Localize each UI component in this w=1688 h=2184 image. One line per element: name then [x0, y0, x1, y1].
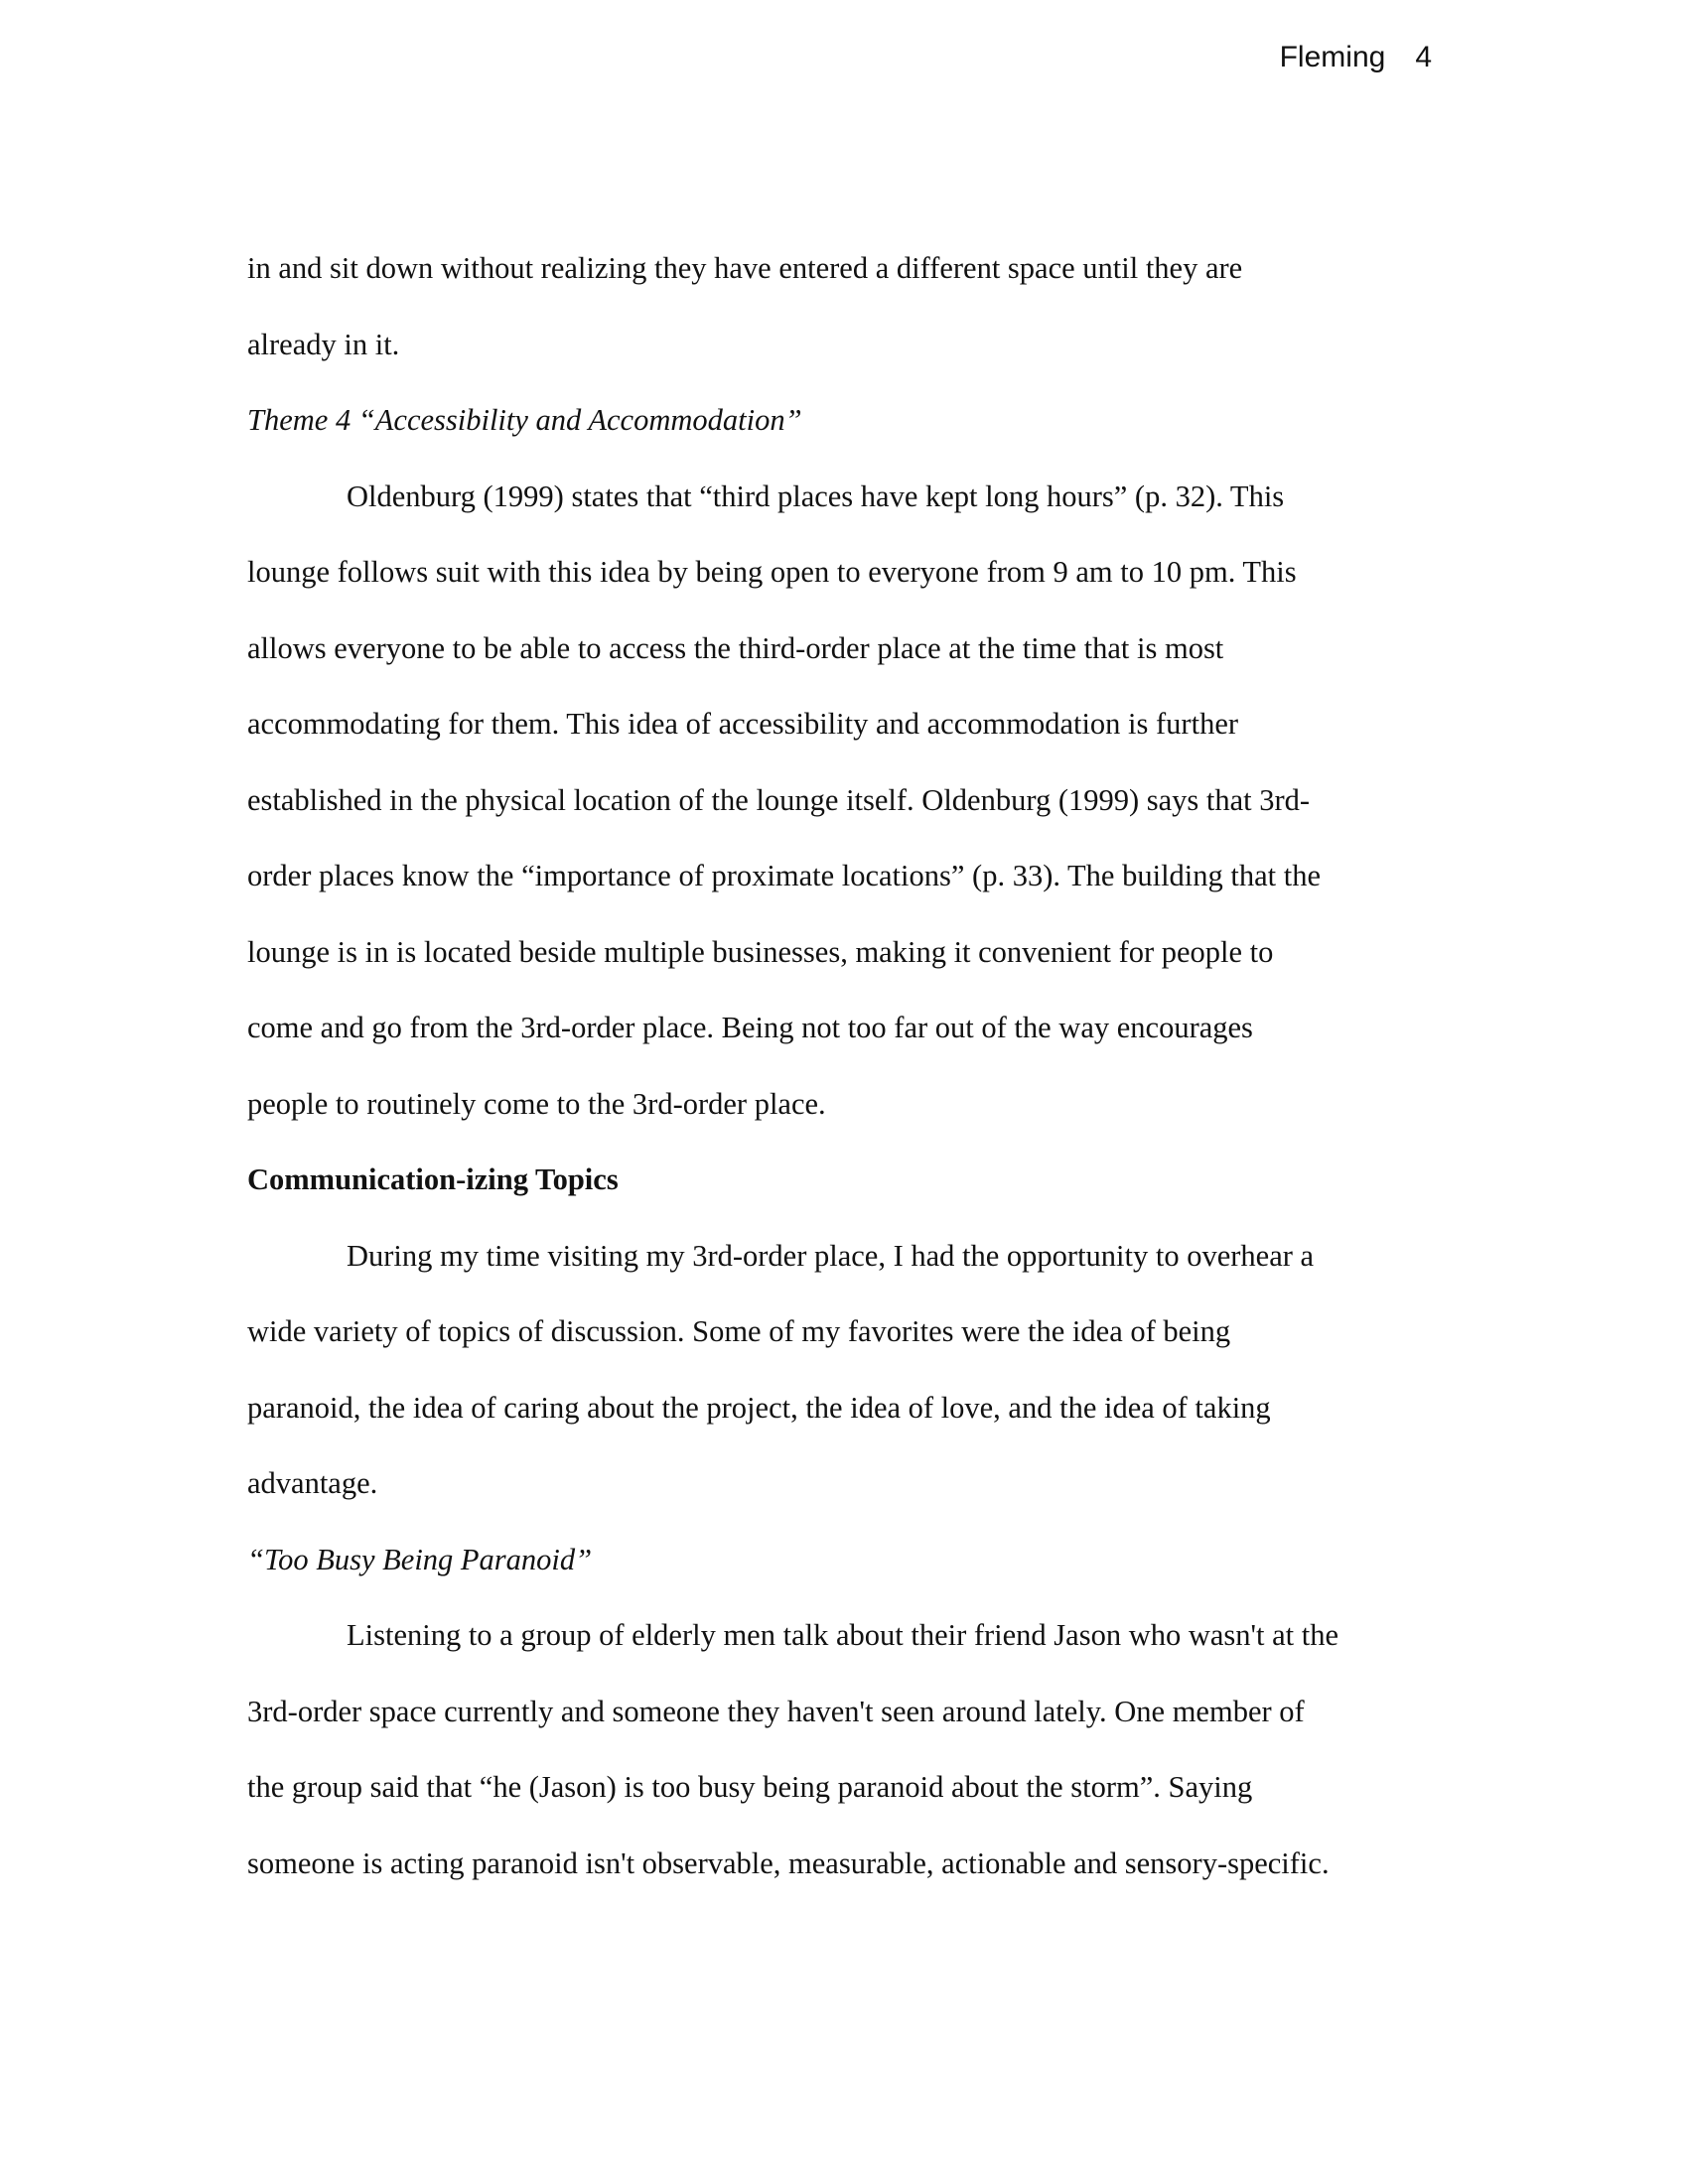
text-line: paranoid, the idea of caring about the project, the idea of love, and the idea of taking	[247, 1390, 1271, 1425]
text-line: advantage.	[247, 1466, 378, 1500]
text-line: Listening to a group of elderly men talk about their friend Jason who wasn't at the	[347, 1618, 1339, 1652]
text-line: come and go from the 3rd-order place. Being not too far out of the way encourages	[247, 1011, 1253, 1044]
text-line: already in it.	[247, 327, 400, 361]
text-line: the group said that “he (Jason) is too busy being paranoid about the storm”. Saying	[247, 1770, 1253, 1804]
text-line: accommodating for them. This idea of accessibility and accommodation is further	[247, 707, 1239, 741]
subheading-paranoid: “Too Busy Being Paranoid”	[247, 1542, 593, 1576]
text-line: Oldenburg (1999) states that “third places have kept long hours” (p. 32). This	[347, 478, 1285, 513]
text-line: order places know the “importance of proximate locations” (p. 33). The building that the	[247, 859, 1322, 892]
text-line: lounge follows suit with this idea by being open to everyone from 9 am to 10 pm. This	[247, 555, 1297, 589]
page-number: 4	[1415, 41, 1432, 73]
text-line: established in the physical location of the lounge itself. Oldenburg (1999) says that 3rd-	[247, 782, 1311, 817]
section-heading: Communication-izing Topics	[247, 1162, 619, 1196]
text-line: allows everyone to be able to access the third-order place at the time that is most	[247, 630, 1224, 665]
text-line: lounge is in is located beside multiple businesses, making it convenient for people to	[247, 934, 1274, 969]
body-text	[247, 239, 1441, 1910]
subheading-theme-4: Theme 4 “Accessibility and Accommodation”	[247, 403, 802, 437]
text-line: wide variety of topics of discussion. Some of my favorites were the idea of being	[247, 1314, 1231, 1348]
header-author: Fleming	[1279, 41, 1386, 73]
running-header	[1280, 38, 1432, 77]
text-line: During my time visiting my 3rd-order place, I had the opportunity to overhear a	[347, 1238, 1315, 1273]
text-line: in and sit down without realizing they have entered a different space until they are	[247, 251, 1243, 285]
text-line: 3rd-order space currently and someone they haven't seen around lately. One member of	[247, 1694, 1305, 1728]
text-line: people to routinely come to the 3rd-order place.	[247, 1086, 826, 1121]
text-line: someone is acting paranoid isn't observable, measurable, actionable and sensory-specific.	[247, 1845, 1330, 1880]
